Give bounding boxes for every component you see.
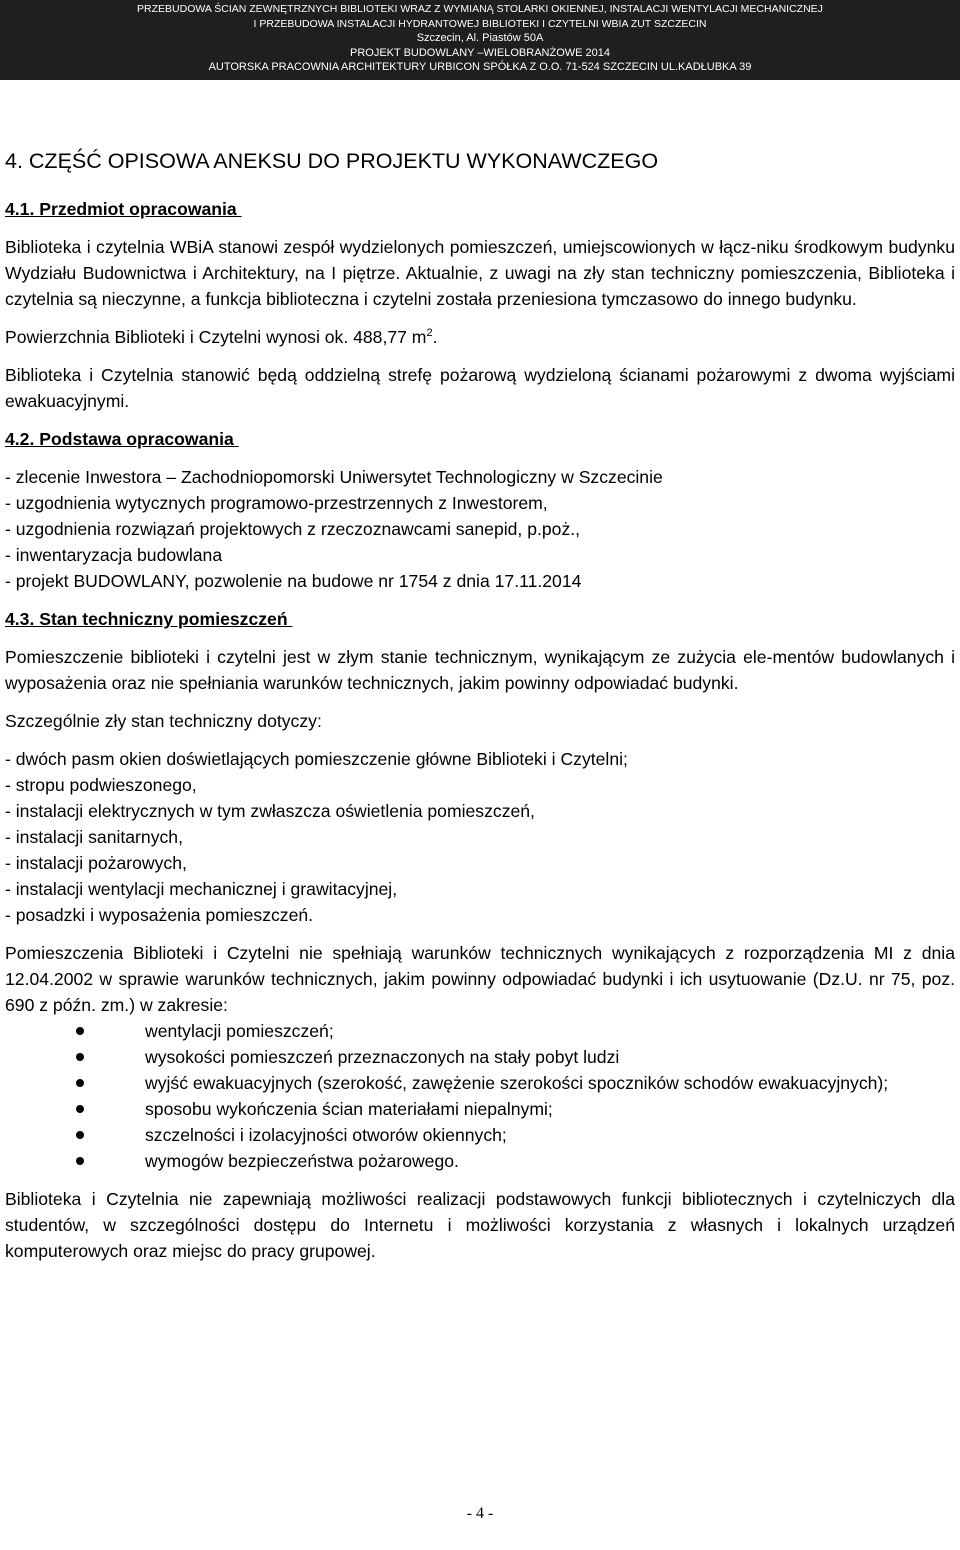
document-body (5, 146, 955, 1276)
header-line-address: Szczecin, Al. Piastów 50A (416, 32, 544, 44)
list-item: - zlecenie Inwestora – Zachodniopomorski Uniwersytet Technologiczny w Szczecinie (5, 467, 663, 487)
paragraph-condition: Pomieszczenie biblioteki i czytelni jest w złym stanie technicznym, wynikającym ze zużycia ele-mentów budowlanych i wyposażenia oraz nie spełniania warunków technicznych, jakim powinny odpowiadać budynki. (5, 647, 955, 693)
condition-list (5, 746, 955, 928)
paragraph-functionality: Biblioteka i Czytelnia nie zapewniają możliwości realizacji podstawowych funkcji bibliotecznych i czytelniczych dla studentów, w szczególności dostępu do Internetu i możliwości korzystania z własnych i lokalnych urządzeń komputerowych oraz miejsc do pracy grupowej. (5, 1189, 955, 1261)
list-item: - instalacji pożarowych, (5, 853, 187, 873)
list-item: - uzgodnienia wytycznych programowo-przestrzennych z Inwestorem, (5, 493, 548, 513)
bullet-item (5, 1044, 955, 1070)
list-item: - instalacji elektrycznych w tym zwłaszcza oświetlenia pomieszczeń, (5, 801, 535, 821)
list-item: - posadzki i wyposażenia pomieszczeń. (5, 905, 314, 925)
bullet-dot-icon (76, 1157, 84, 1165)
requirements-bullet-list (5, 1018, 955, 1174)
paragraph-requirements: Pomieszczenia Biblioteki i Czytelni nie spełniają warunków technicznych wynikających z rozporządzenia MI z dnia 12.04.2002 w sprawie warunków technicznych, jakim powinny odpowiadać budynki i ich usytuowanie (Dz.U. nr 75, poz. 690 z późn. zm.) w zakresie: (5, 943, 955, 1015)
header-line-phase: PROJEKT BUDOWLANY –WIELOBRANŻOWE 2014 (350, 46, 610, 59)
area-text: Powierzchnia Biblioteki i Czytelni wynosi ok. 488,77 m (5, 327, 427, 347)
paragraph-library-description: Biblioteka i czytelnia WBiA stanowi zespół wydzielonych pomieszczeń, umiejscowionych w łącz-niku środkowym budynku Wydziału Budownictwa i Architektury, na I piętrze. Aktualnie, z uwagi na zły stan techniczny pomieszczenia, Biblioteka i czytelnia są nieczynne, a funkcja biblioteczna i czytelni została przeniesiona tymczasowo do innego budynku. (5, 237, 955, 309)
area-period: . (432, 327, 438, 347)
header-line-scope: I PRZEBUDOWA INSTALACJI HYDRANTOWEJ BIBLIOTEKI I CZYTELNI WBIA ZUT SZCZECIN (253, 17, 707, 30)
page-number: - 4 - (466, 1505, 494, 1522)
bullet-dot-icon (76, 1053, 84, 1061)
list-item: - inwentaryzacja budowlana (5, 545, 223, 565)
bullet-dot-icon (76, 1105, 84, 1113)
list-item: - stropu podwieszonego, (5, 775, 197, 795)
list-item: - instalacji sanitarnych, (5, 827, 183, 847)
header-line-office: AUTORSKA PRACOWNIA ARCHITEKTURY URBICON SPÓŁKA Z O.O. 71-524 SZCZECIN UL.KADŁUBKA 39 (208, 61, 752, 73)
list-item: - uzgodnienia rozwiązań projektowych z rzeczoznawcami sanepid, p.poż., (5, 519, 581, 539)
bullet-item (5, 1096, 955, 1122)
area-unit-superscript: 2 (426, 327, 433, 340)
page-title: 4. CZĘŚĆ OPISOWA ANEKSU DO PROJEKTU WYKONAWCZEGO (5, 149, 659, 173)
bullet-dot-icon (76, 1131, 84, 1139)
bullet-text: wysokości pomieszczeń przeznaczonych na stały pobyt ludzi (145, 1047, 620, 1067)
bullet-text: szczelności i izolacyjności otworów okiennych; (145, 1125, 507, 1145)
section-heading-basis: 4.2. Podstawa opracowania (5, 429, 239, 449)
header-line-project: PRZEBUDOWA ŚCIAN ZEWNĘTRZNYCH BIBLIOTEKI WRAZ Z WYMIANĄ STOLARKI OKIENNEJ, INSTALACJI WENTYLACJI MECHANICZNEJ (137, 3, 823, 15)
bullet-item (5, 1018, 955, 1044)
bullet-text: sposobu wykończenia ścian materiałami niepalnymi; (145, 1099, 553, 1119)
list-item: - projekt BUDOWLANY, pozwolenie na budowe nr 1754 z dnia 17.11.2014 (5, 571, 582, 591)
paragraph-area (5, 324, 955, 350)
bullet-dot-icon (76, 1079, 84, 1087)
bullet-item (5, 1148, 955, 1174)
list-item: - dwóch pasm okien doświetlających pomieszczenie główne Biblioteki i Czytelni; (5, 749, 628, 769)
bullet-text: wymogów bezpieczeństwa pożarowego. (145, 1151, 459, 1171)
section-heading-condition: 4.3. Stan techniczny pomieszczeń (5, 609, 293, 629)
bullet-text: wyjść ewakuacyjnych (szerokość, zawężenie szerokości spoczników schodów ewakuacyjnych); (145, 1073, 889, 1093)
bullet-text: wentylacji pomieszczeń; (145, 1021, 334, 1041)
basis-list (5, 464, 955, 594)
bullet-dot-icon (76, 1027, 84, 1035)
paragraph-fire-zone: Biblioteka i Czytelnia stanowić będą oddzielną strefę pożarową wydzieloną ścianami pożarowymi z dwoma wyjściami ewakuacyjnymi. (5, 365, 955, 411)
page-header (0, 0, 960, 80)
section-heading-subject: 4.1. Przedmiot opracowania (5, 199, 242, 219)
bullet-item (5, 1122, 955, 1148)
paragraph-condition-intro: Szczególnie zły stan techniczny dotyczy: (5, 711, 322, 731)
bullet-item (5, 1070, 955, 1096)
list-item: - instalacji wentylacji mechanicznej i grawitacyjnej, (5, 879, 398, 899)
